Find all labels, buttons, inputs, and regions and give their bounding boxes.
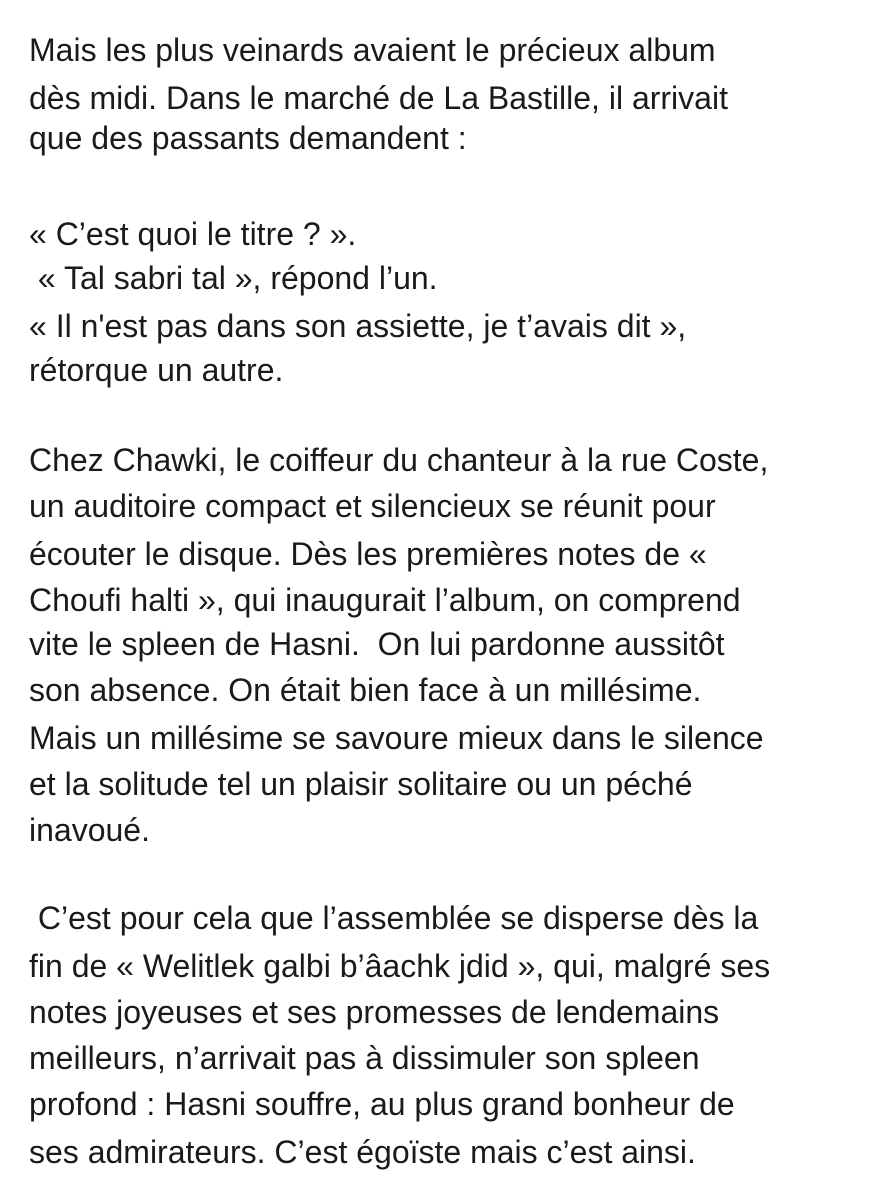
text-line: Chez Chawki, le coiffeur du chanteur à la rue Coste,: [29, 442, 769, 478]
text-line: Mais un millésime se savoure mieux dans le silence: [29, 720, 764, 756]
text-line: dès midi. Dans le marché de La Bastille, il arrivait: [29, 80, 728, 116]
text-line: Choufi halti », qui inaugurait l’album, on comprend: [29, 582, 741, 618]
text-line: et la solitude tel un plaisir solitaire ou un péché: [29, 766, 693, 802]
text-line: un auditoire compact et silencieux se réunit pour: [29, 488, 716, 524]
text-line: rétorque un autre.: [29, 352, 284, 388]
text-line: fin de « Welitlek galbi b’âachk jdid », qui, malgré ses: [29, 948, 771, 984]
text-line: son absence. On était bien face à un millésime.: [29, 672, 702, 708]
text-line: C’est pour cela que l’assemblée se disperse dès la: [29, 900, 759, 936]
text-line: « Tal sabri tal », répond l’un.: [29, 260, 438, 296]
text-line: écouter le disque. Dès les premières notes de «: [29, 536, 707, 572]
text-line: « C’est quoi le titre ? ».: [29, 216, 357, 252]
text-line: notes joyeuses et ses promesses de lendemains: [29, 994, 720, 1030]
text-line: meilleurs, n’arrivait pas à dissimuler son spleen: [29, 1040, 700, 1076]
text-line: vite le spleen de Hasni. On lui pardonne aussitôt: [29, 626, 725, 662]
text-line: « Il n'est pas dans son assiette, je t’avais dit »,: [29, 308, 687, 344]
text-line: que des passants demandent :: [29, 120, 467, 156]
text-line: Mais les plus veinards avaient le précieux album: [29, 32, 716, 68]
text-line: ses admirateurs. C’est égoïste mais c’est ainsi.: [29, 1134, 696, 1170]
text-line: profond : Hasni souffre, au plus grand bonheur de: [29, 1086, 735, 1122]
text-line: inavoué.: [29, 812, 150, 848]
